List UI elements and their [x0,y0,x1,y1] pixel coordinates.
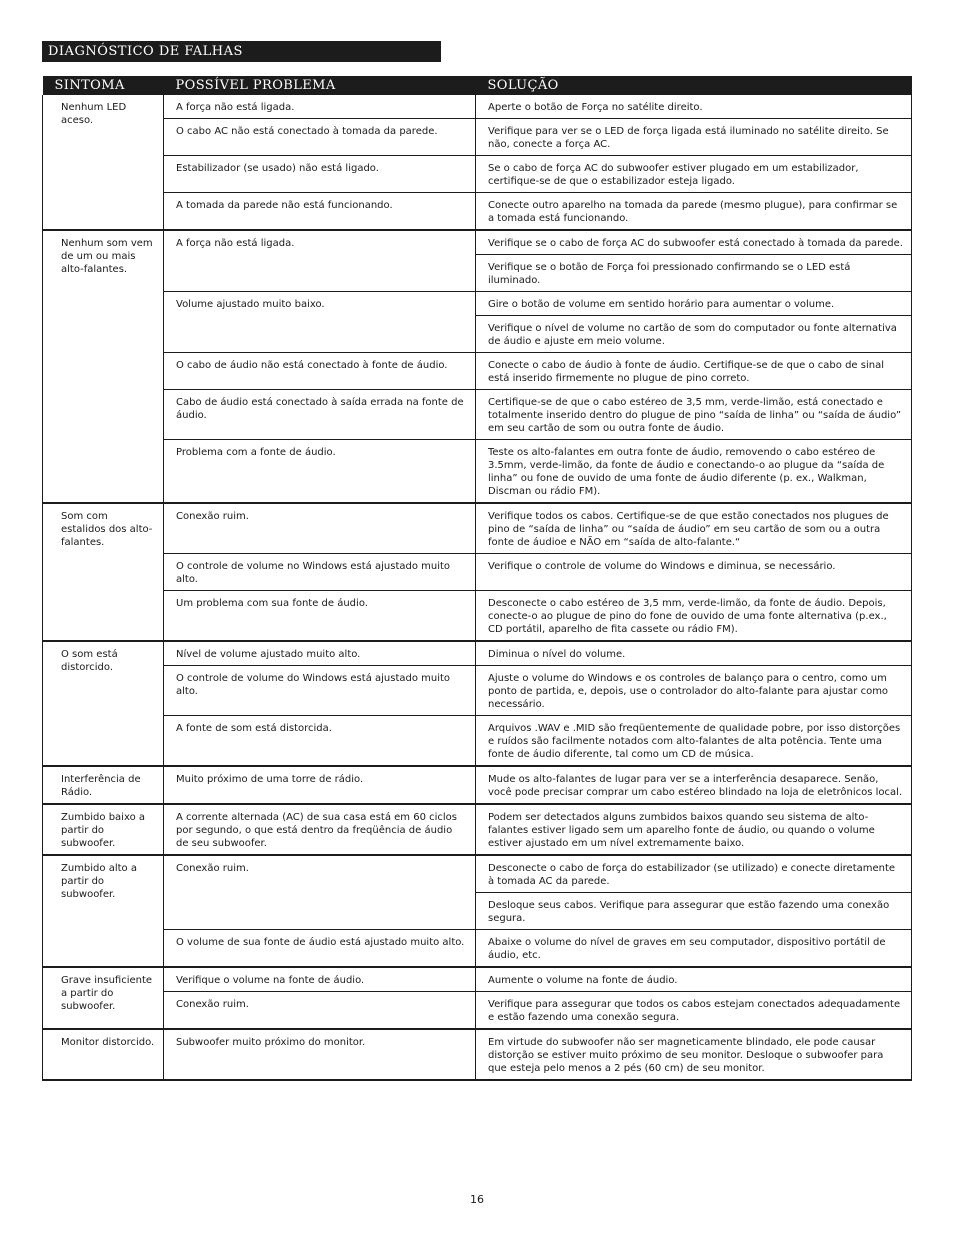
table-row [43,440,912,504]
solution-cell: Aumente o volume na fonte de áudio. [476,967,912,992]
problem-cell: A tomada da parede não está funcionando. [164,193,476,231]
header-symptom: SINTOMA [43,76,164,95]
table-header-row [43,76,912,95]
solution-cell: Diminua o nível do volume. [476,641,912,666]
problem-cell: O cabo de áudio não está conectado à fonte de áudio. [164,353,476,390]
table-row [43,503,912,554]
solution-cell: Verifique o nível de volume no cartão de som do computador ou fonte alternativa de áudio e ajuste em meio volume. [476,316,912,353]
symptom-cell: Interferência de Rádio. [43,766,164,804]
solution-cell: Conecte o cabo de áudio à fonte de áudio. Certifique-se de que o cabo de sinal está inserido firmemente no plugue de pino correto. [476,353,912,390]
table-row [43,353,912,390]
problem-cell: Conexão ruim. [164,503,476,554]
problem-cell: Muito próximo de uma torre de rádio. [164,766,476,804]
solution-cell: Ajuste o volume do Windows e os controles de balanço para o centro, como um ponto de partida, e, depois, use o controlador do alto-falante para ajustar como necessário. [476,666,912,716]
solution-cell: Em virtude do subwoofer não ser magneticamente blindado, ele pode causar distorção se estiver muito próximo de seu monitor. Desloque o subwoofer para que esteja pelo menos a 2 pés (60 cm) de seu monitor. [476,1029,912,1080]
solution-cell: Mude os alto-falantes de lugar para ver se a interferência desaparece. Senão, você pode precisar comprar um cabo estéreo blindado na loja de eletrônicos local. [476,766,912,804]
problem-cell: Conexão ruim. [164,992,476,1030]
table-body [43,95,912,1080]
table-row [43,156,912,193]
solution-cell: Arquivos .WAV e .MID são freqüentemente de qualidade pobre, por isso distorções e ruídos são facilmente notados com alto-falantes de alta potência. Tente uma fonte de áudio diferente, tal como um CD de música. [476,716,912,767]
problem-cell: Conexão ruim. [164,855,476,930]
problem-cell: A força não está ligada. [164,230,476,292]
solution-cell: Verifique para assegurar que todos os cabos estejam conectados adequadamente e estão fazendo uma conexão segura. [476,992,912,1030]
problem-cell: Um problema com sua fonte de áudio. [164,591,476,642]
symptom-cell: Nenhum LED aceso. [43,95,164,230]
problem-cell: O volume de sua fonte de áudio está ajustado muito alto. [164,930,476,968]
solution-cell: Desconecte o cabo de força do estabilizador (se utilizado) e conecte diretamente à tomada AC da parede. [476,855,912,893]
troubleshooting-table [42,76,912,1081]
solution-cell: Abaixe o volume do nível de graves em seu computador, dispositivo portátil de áudio, etc. [476,930,912,968]
symptom-cell: Zumbido baixo a partir do subwoofer. [43,804,164,855]
table-row [43,390,912,440]
problem-cell: A força não está ligada. [164,95,476,119]
problem-cell: Estabilizador (se usado) não está ligado. [164,156,476,193]
symptom-cell: Monitor distorcido. [43,1029,164,1080]
problem-cell: O controle de volume no Windows está ajustado muito alto. [164,554,476,591]
table-row [43,641,912,666]
table-row [43,292,912,316]
table-row [43,230,912,255]
table-row [43,591,912,642]
solution-cell: Verifique para ver se o LED de força ligada está iluminado no satélite direito. Se não, conecte a força AC. [476,119,912,156]
table-row [43,967,912,992]
solution-cell: Conecte outro aparelho na tomada da parede (mesmo plugue), para confirmar se a tomada está funcionando. [476,193,912,231]
table-row [43,119,912,156]
solution-cell: Desconecte o cabo estéreo de 3,5 mm, verde-limão, da fonte de áudio. Depois, conecte-o ao plugue de pino do fone de ouvido de uma fonte alternativa (p.ex., CD portátil, aparelho de fita cassete ou rádio FM). [476,591,912,642]
problem-cell: A corrente alternada (AC) de sua casa está em 60 ciclos por segundo, o que está dentro da freqüência de áudio de seu subwoofer. [164,804,476,855]
table-row [43,992,912,1030]
solution-cell: Gire o botão de volume em sentido horário para aumentar o volume. [476,292,912,316]
header-solution: SOLUÇÃO [476,76,912,95]
problem-cell: Problema com a fonte de áudio. [164,440,476,504]
problem-cell: Subwoofer muito próximo do monitor. [164,1029,476,1080]
problem-cell: O cabo AC não está conectado à tomada da parede. [164,119,476,156]
table-row [43,95,912,119]
table-row [43,930,912,968]
symptom-cell: O som está distorcido. [43,641,164,766]
solution-cell: Verifique se o botão de Força foi pressionado confirmando se o LED está iluminado. [476,255,912,292]
table-row [43,666,912,716]
symptom-cell: Zumbido alto a partir do subwoofer. [43,855,164,967]
table-row [43,855,912,893]
solution-cell: Verifique o controle de volume do Windows e diminua, se necessário. [476,554,912,591]
symptom-cell: Som com estalidos dos alto-falantes. [43,503,164,641]
symptom-cell: Nenhum som vem de um ou mais alto-falantes. [43,230,164,503]
problem-cell: Nível de volume ajustado muito alto. [164,641,476,666]
problem-cell: Verifique o volume na fonte de áudio. [164,967,476,992]
solution-cell: Podem ser detectados alguns zumbidos baixos quando seu sistema de alto-falantes estiver ligado sem um aparelho fonte de áudio, ou quando o volume estiver ajustado em um nível extremamente baixo. [476,804,912,855]
problem-cell: A fonte de som está distorcida. [164,716,476,767]
page-number: 16 [470,1193,484,1206]
table-row [43,193,912,231]
solution-cell: Verifique todos os cabos. Certifique-se de que estão conectados nos plugues de pino de “saída de linha” ou “saída de áudio” em seu cartão de som ou a outra fonte de áudioe e NÃO em “saída de alto-falante.“ [476,503,912,554]
solution-cell: Aperte o botão de Força no satélite direito. [476,95,912,119]
table-row [43,716,912,767]
problem-cell: Volume ajustado muito baixo. [164,292,476,353]
solution-cell: Se o cabo de força AC do subwoofer estiver plugado em um estabilizador, certifique-se de que o estabilizador esteja ligado. [476,156,912,193]
solution-cell: Desloque seus cabos. Verifique para assegurar que estão fazendo uma conexão segura. [476,893,912,930]
section-title: DIAGNÓSTICO DE FALHAS [42,41,441,62]
problem-cell: Cabo de áudio está conectado à saída errada na fonte de áudio. [164,390,476,440]
solution-cell: Certifique-se de que o cabo estéreo de 3,5 mm, verde-limão, está conectado e totalmente inserido dentro do plugue de pino “saída de linha” ou “saída de áudio” em seu cartão de som ou outra fonte de áudio. [476,390,912,440]
symptom-cell: Grave insuficiente a partir do subwoofer. [43,967,164,1029]
table-row [43,1029,912,1080]
header-problem: POSSÍVEL PROBLEMA [164,76,476,95]
table-row [43,554,912,591]
solution-cell: Verifique se o cabo de força AC do subwoofer está conectado à tomada da parede. [476,230,912,255]
solution-cell: Teste os alto-falantes em outra fonte de áudio, removendo o cabo estéreo de 3.5mm, verde-limão, da fonte de áudio e conectando-o ao plugue da “saída de linha” ou fone de ouvido de uma fonte de áudio diferente (p. ex., Walkman, Discman ou rádio FM). [476,440,912,504]
table-row [43,766,912,804]
table-row [43,804,912,855]
problem-cell: O controle de volume do Windows está ajustado muito alto. [164,666,476,716]
